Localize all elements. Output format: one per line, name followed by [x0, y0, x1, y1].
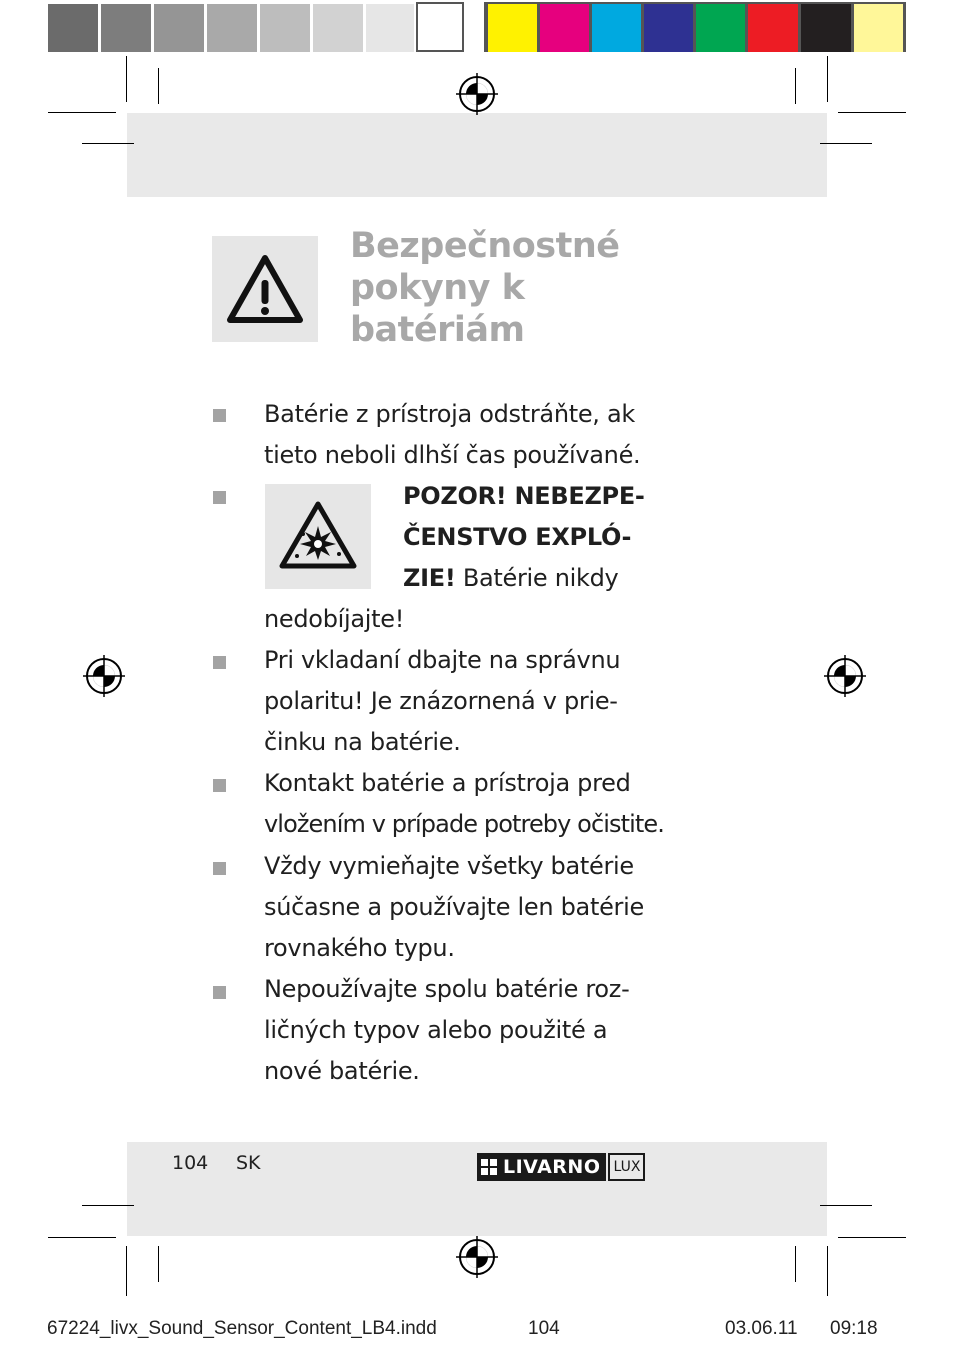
brand-logo [477, 1152, 645, 1182]
magenta-swatch [540, 4, 589, 52]
gray-swatch [154, 4, 204, 52]
logo-main: LIVARNO [477, 1153, 606, 1181]
list-bullet [213, 656, 226, 669]
slug-page: 104 [528, 1318, 560, 1339]
danger-text: ZIE! Batérie nikdy [403, 564, 619, 592]
gray-swatch [416, 2, 464, 52]
list-item-text: Nepoužívajte spolu batérie roz- ličných typov alebo použité a nové batérie. [264, 975, 630, 1085]
list-bullet [213, 779, 226, 792]
danger-heading: POZOR! NEBEZPE- ČENSTVO EXPLÓ- [403, 482, 645, 551]
green-swatch [696, 4, 745, 52]
slug-time: 09:18 [830, 1318, 878, 1339]
title-line: batériám [350, 310, 525, 350]
blue-swatch [644, 4, 693, 52]
list-bullet [213, 986, 226, 999]
registration-mark-icon [83, 655, 125, 697]
yellow-swatch [488, 4, 537, 52]
gray-swatch [366, 4, 414, 52]
registration-mark-icon [824, 655, 866, 697]
language-code: SK [236, 1152, 261, 1174]
explosion-warning-icon [265, 484, 371, 589]
list-item-text: Batérie z prístroja odstráňte, ak tieto neboli dlhší čas používané. [264, 400, 641, 469]
registration-mark-icon [456, 73, 498, 115]
page-title [350, 225, 710, 351]
black-swatch [801, 4, 851, 52]
title-line: pokyny k [350, 268, 525, 308]
title-line: Bezpečnostné [350, 226, 620, 266]
gray-swatch [260, 4, 310, 52]
list-item-text: nedobíjajte! [264, 605, 405, 633]
logo-sub: LUX [608, 1153, 645, 1181]
cyan-swatch [592, 4, 641, 52]
list-item-text: Vždy vymieňajte všetky batérie súčasne a používajte len batérie rovnakého typu. [264, 852, 644, 962]
list-bullet [213, 491, 226, 504]
light-yellow-swatch [854, 4, 903, 52]
slug-filename: 67224_livx_Sound_Sensor_Content_LB4.indd [47, 1318, 437, 1339]
gray-swatch [101, 4, 151, 52]
warning-triangle-icon [212, 236, 318, 342]
gray-swatch [207, 4, 257, 52]
slug-date: 03.06.11 [725, 1318, 798, 1339]
list-item-text: Kontakt batérie a prístroja pred vložením v prípade potreby očistite. [264, 769, 665, 838]
explosion-warning-box [265, 484, 371, 589]
red-swatch [748, 4, 798, 52]
list-bullet [213, 409, 226, 422]
list-bullet [213, 862, 226, 875]
registration-mark-icon [456, 1236, 498, 1278]
logo-squares-icon [481, 1159, 497, 1175]
gray-swatch [48, 4, 98, 52]
page-number: 104 [172, 1152, 209, 1174]
list-item-text: Pri vkladaní dbajte na správnu polaritu! Je znázornená v prie- činku na batérie. [264, 646, 621, 756]
heading-warning-box [212, 236, 318, 342]
gray-swatch [313, 4, 363, 52]
header-panel [127, 113, 827, 197]
